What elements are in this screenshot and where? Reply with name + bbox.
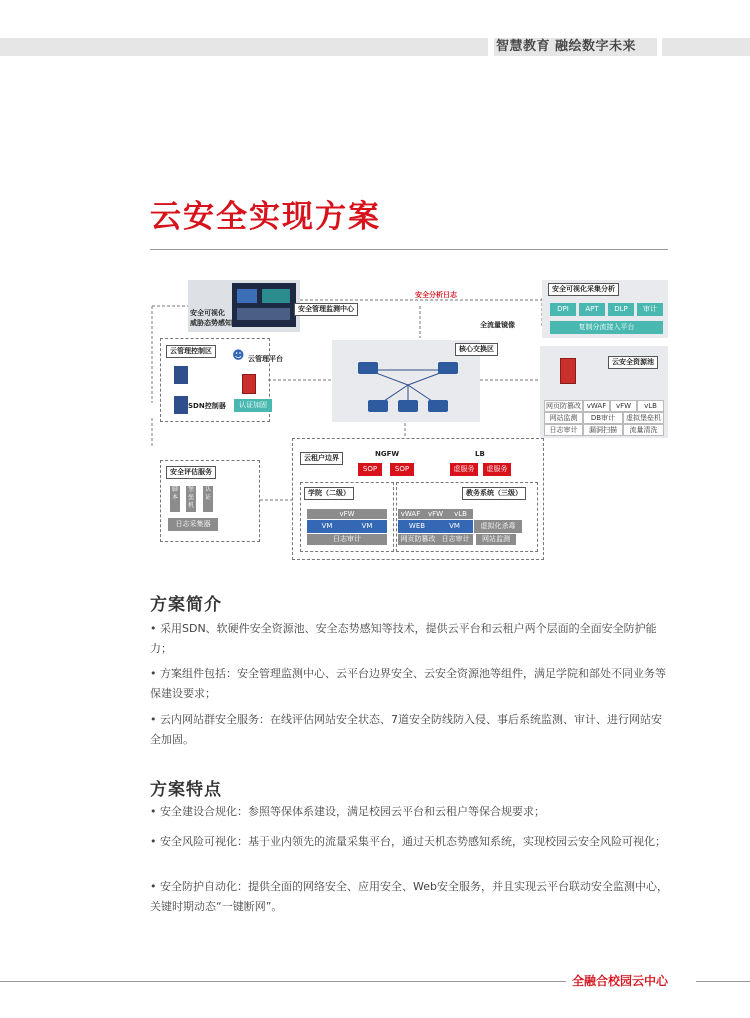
academic-web-tag: WEB — [398, 520, 436, 533]
eval-service-label: 安全评估服务 — [166, 466, 216, 479]
server-icon — [174, 366, 188, 384]
college-vm-tag: VM — [347, 520, 387, 533]
bullet-item: • 安全风险可视化：基于业内领先的流量采集平台，通过天机态势感知系统，实现校园云安全风险可视化； — [150, 832, 670, 852]
tenant-border-label: 云租户边界 — [300, 452, 343, 465]
college-label: 学院（二级） — [304, 487, 354, 500]
academic-vm-tag: VM — [436, 520, 473, 533]
analysis-log-label: 安全分析日志 — [415, 291, 457, 299]
footer-divider — [0, 981, 566, 982]
cloud-mgmt-platform-label: 云管理平台 — [248, 355, 283, 363]
pool-cell: 网页防篡改 — [546, 402, 581, 410]
visual-collect-label: 安全可视化采集分析 — [548, 283, 619, 296]
academic-label: 教务系统（三级） — [462, 487, 526, 500]
bastion-tag: 堡垒机 — [186, 486, 196, 512]
academic-bottom-tag: 网页防篡改 — [398, 534, 438, 545]
monitor-center-label: 安全管理监测中心 — [294, 303, 358, 316]
footer-divider — [696, 981, 750, 982]
pool-cell: vWAF — [583, 400, 610, 412]
ngfw-label: NGFW — [375, 450, 400, 458]
pool-cell: 网站监测 — [544, 412, 583, 424]
apt-tag: APT — [579, 303, 605, 316]
sop-tag: SOP — [390, 463, 414, 476]
server-icon — [174, 396, 188, 414]
lb-label: LB — [475, 450, 485, 458]
visual-platform-tag: 复制分流接入平台 — [550, 321, 663, 334]
page-title: 云安全实现方案 — [150, 199, 381, 235]
academic-bottom-tag: 网站监测 — [476, 534, 516, 545]
bullet-item: • 安全建设合规化：参照等保体系建设，满足校园云平台和云租户等保合规要求； — [150, 802, 670, 822]
pool-cell: vFW — [610, 400, 637, 412]
mirror-label: 全流量镜像 — [480, 321, 515, 329]
architecture-diagram — [150, 278, 670, 563]
bullet-item: • 采用SDN、软硬件安全资源池、安全态势感知等技术，提供云平台和云租户两个层面的全面安全防护能力； — [150, 619, 670, 659]
auth-tag: 认证 — [203, 486, 213, 512]
switch-topology — [338, 350, 478, 420]
audit-tag: 审计 — [637, 303, 663, 316]
pool-cell: 日志审计 — [544, 424, 583, 436]
firewall-icon — [242, 374, 256, 394]
footer-text: 全融合校园云中心 — [572, 974, 669, 988]
academic-bottom-tag: 日志审计 — [438, 534, 473, 545]
college-vm-tag: VM — [307, 520, 347, 533]
academic-top-tag: vWAF — [398, 509, 423, 519]
dashboard-thumbnail — [232, 283, 296, 327]
sop-tag: SOP — [358, 463, 382, 476]
antivirus-tag: 虚拟化杀毒 — [474, 520, 522, 533]
dpi-tag: DPI — [550, 303, 576, 316]
virt-service-tag: 虚服务 — [483, 463, 511, 476]
auth-hardening-tag: 认证加固 — [234, 399, 272, 412]
dlp-tag: DLP — [608, 303, 634, 316]
bullet-item: • 方案组件包括：安全管理监测中心、云平台边界安全、云安全资源池等组件，满足学院和部处不同业务等保建设要求； — [150, 664, 670, 704]
pool-cell: 漏洞扫描 — [583, 424, 623, 436]
pool-cell: vLB — [637, 400, 664, 412]
bullet-item: • 云内网站群安全服务：在线评估网站安全状态、7道安全防线防入侵、事后系统监测、审计、进行网站安全加固。 — [150, 710, 670, 750]
resource-pool-grid — [544, 400, 664, 436]
firewall-icon — [560, 358, 576, 384]
pool-cell: 虚拟堡垒机 — [623, 412, 664, 424]
bullet-item: • 安全防护自动化：提供全面的网络安全、应用安全、Web安全服务，并且实现云平台联动安全监测中心，关键时期动态“一键断网”。 — [150, 877, 670, 917]
sdn-controller-label: SDN控制器 — [188, 402, 226, 410]
college-log-tag: 日志审计 — [307, 534, 387, 545]
core-switch-label: 核心交换区 — [455, 343, 498, 356]
header-slogan: 智慧教育 融绘数字未来 — [496, 39, 637, 54]
section-title: 方案简介 — [150, 595, 222, 615]
threat-perception-label: 安全可视化 威胁态势感知 — [190, 309, 232, 327]
control-area-label: 云管理控制区 — [166, 345, 216, 358]
script-tag: 脚本 — [170, 486, 180, 512]
academic-top-tag: vLB — [448, 509, 473, 519]
log-collector-tag: 日志采集器 — [168, 518, 218, 531]
college-vfw-tag: vFW — [307, 509, 387, 519]
user-icon: ☻ — [232, 348, 245, 362]
header-divider — [488, 38, 494, 56]
virt-service-tag: 虚服务 — [450, 463, 478, 476]
title-divider — [150, 249, 668, 250]
resource-pool-label: 云安全资源池 — [608, 356, 658, 369]
dashboard-chart — [237, 308, 290, 320]
pool-cell: 流量清洗 — [623, 424, 664, 436]
dashboard-chart — [237, 289, 257, 303]
pool-cell: DB审计 — [583, 412, 623, 424]
header-divider — [657, 38, 662, 56]
dashboard-chart — [262, 289, 290, 303]
academic-top-tag: vFW — [423, 509, 448, 519]
section-title: 方案特点 — [150, 780, 222, 800]
